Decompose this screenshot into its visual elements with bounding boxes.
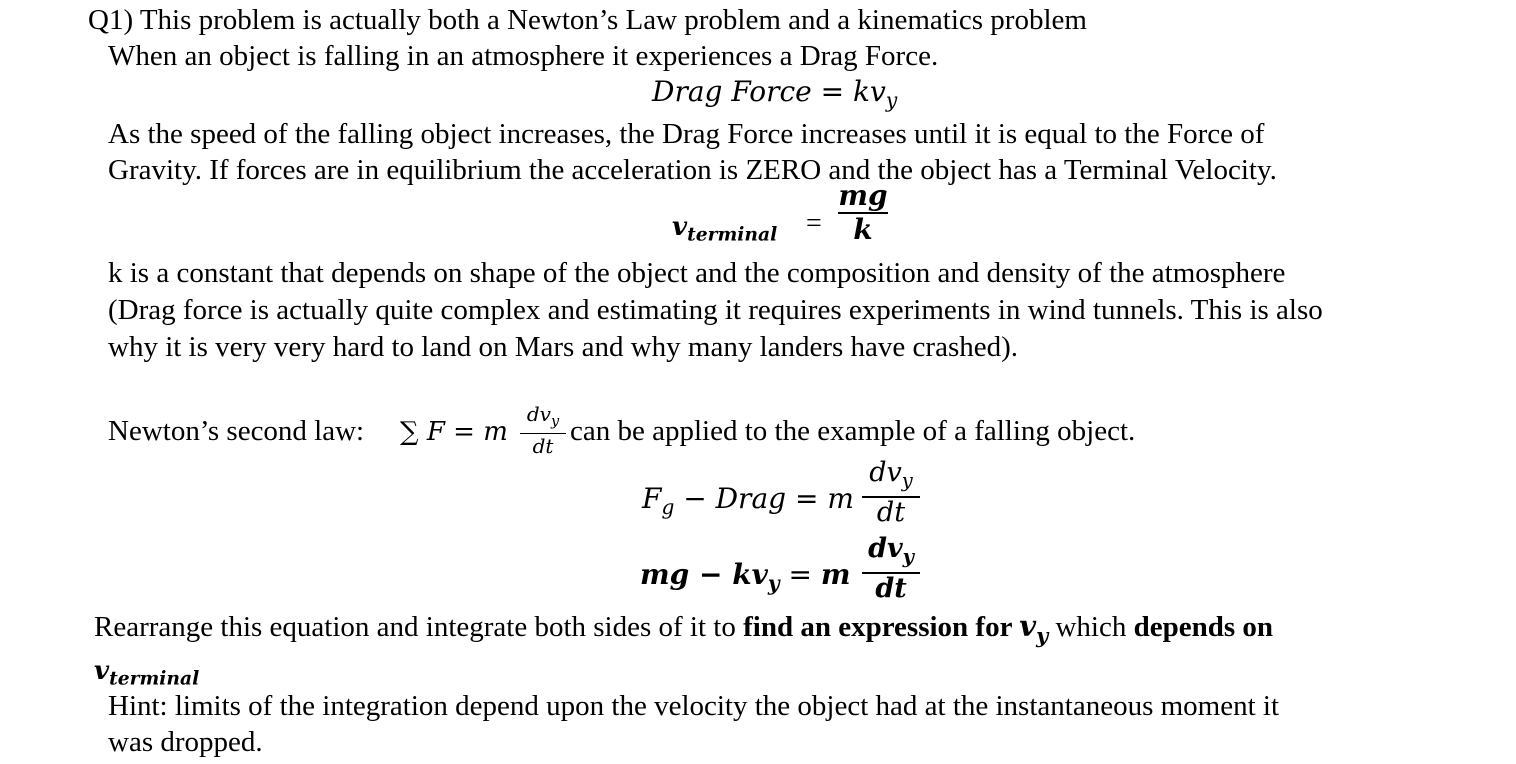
newton-suffix: can be applied to the example of a falling object. [570, 415, 1136, 447]
newton-m: m [483, 417, 508, 447]
task-text2: which [1048, 611, 1134, 643]
eq1-m: m [827, 482, 854, 515]
newton-prefix: Newton’s second law: [108, 415, 365, 447]
para1-line2: Gravity. If forces are in equilibrium the acceleration is ZERO and the object has a Terminal Velocity. [108, 154, 1277, 186]
question-title: Q1) This problem is actually both a Newton’s Law problem and a kinematics problem [88, 4, 1087, 36]
newton-den: dt [532, 434, 554, 459]
task-vterminal: $v_{terminal}$ [94, 656, 200, 690]
terminal-den: k [853, 213, 873, 246]
terminal-fraction [838, 180, 888, 246]
newton-F: F [426, 417, 445, 447]
sum-symbol: ∑ [400, 417, 419, 447]
task-vy: $v_y$ [1019, 609, 1049, 648]
drag-lhs: Drag Force [652, 75, 812, 108]
hint-line1: Hint: limits of the integration depend upon the velocity the object had at the instantaneous moment it [108, 690, 1280, 722]
eq2-m: m [820, 558, 851, 591]
eq2-eq: = [779, 558, 821, 591]
eq1-fraction [862, 458, 920, 528]
para2-line1: k is a constant that depends on shape of the object and the composition and density of the atmosphere [108, 257, 1286, 289]
eq1-lhs [642, 482, 854, 524]
intro-text: When an object is falling in an atmosphere it experiences a Drag Force. [108, 40, 939, 72]
hint-line2: was dropped. [108, 726, 263, 758]
eq1-F-sub: g [661, 495, 675, 520]
drag-rhs: kv [853, 75, 886, 108]
para2-line2: (Drag force is actually quite complex and estimating it requires experiments in wind tunnels. This is also [108, 294, 1323, 326]
eq1-minus: − [674, 482, 716, 515]
task-bold1: find an expression for [743, 611, 1020, 643]
eq2-lhs [640, 558, 850, 600]
eq2-num: $dv_y$ [868, 533, 914, 568]
newton-math [400, 416, 508, 448]
para2-line3: why it is very very hard to land on Mars and why many landers have crashed). [108, 331, 1019, 363]
terminal-num: mg [838, 179, 888, 212]
terminal-velocity-lhs [672, 212, 777, 246]
eq2-mg: mg [640, 558, 690, 591]
task-line [94, 608, 1273, 653]
drag-rhs-sub: y [885, 88, 898, 113]
eq2-minus: − [689, 558, 733, 591]
newton-num: $dv_y$ [526, 402, 560, 430]
drag-force-equation [652, 74, 897, 118]
eq2-den: dt [875, 572, 907, 604]
eq2-kv: kv [732, 558, 768, 591]
eq1-den: dt [876, 496, 906, 528]
eq1-num: $dv_y$ [869, 457, 913, 492]
eq1-eq: = [786, 482, 828, 515]
vterm-v: v [672, 212, 688, 242]
task-bold2: depends on [1133, 611, 1273, 643]
eq2-fraction [862, 534, 920, 604]
drag-eq-sign: = [820, 75, 845, 108]
terminal-eq-sign: = [806, 208, 822, 239]
eq2-kv-sub: y [767, 571, 780, 596]
para1-line1: As the speed of the falling object increases, the Drag Force increases until it is equal to the Force of [108, 118, 1265, 150]
eq1-drag: Drag [715, 482, 787, 515]
eq1-F: F [642, 482, 662, 515]
newton-fraction [520, 402, 566, 458]
task-text1: Rearrange this equation and integrate both sides of it to [94, 611, 744, 643]
newton-eq: = [444, 417, 484, 447]
vterm-sub: terminal [687, 223, 778, 246]
